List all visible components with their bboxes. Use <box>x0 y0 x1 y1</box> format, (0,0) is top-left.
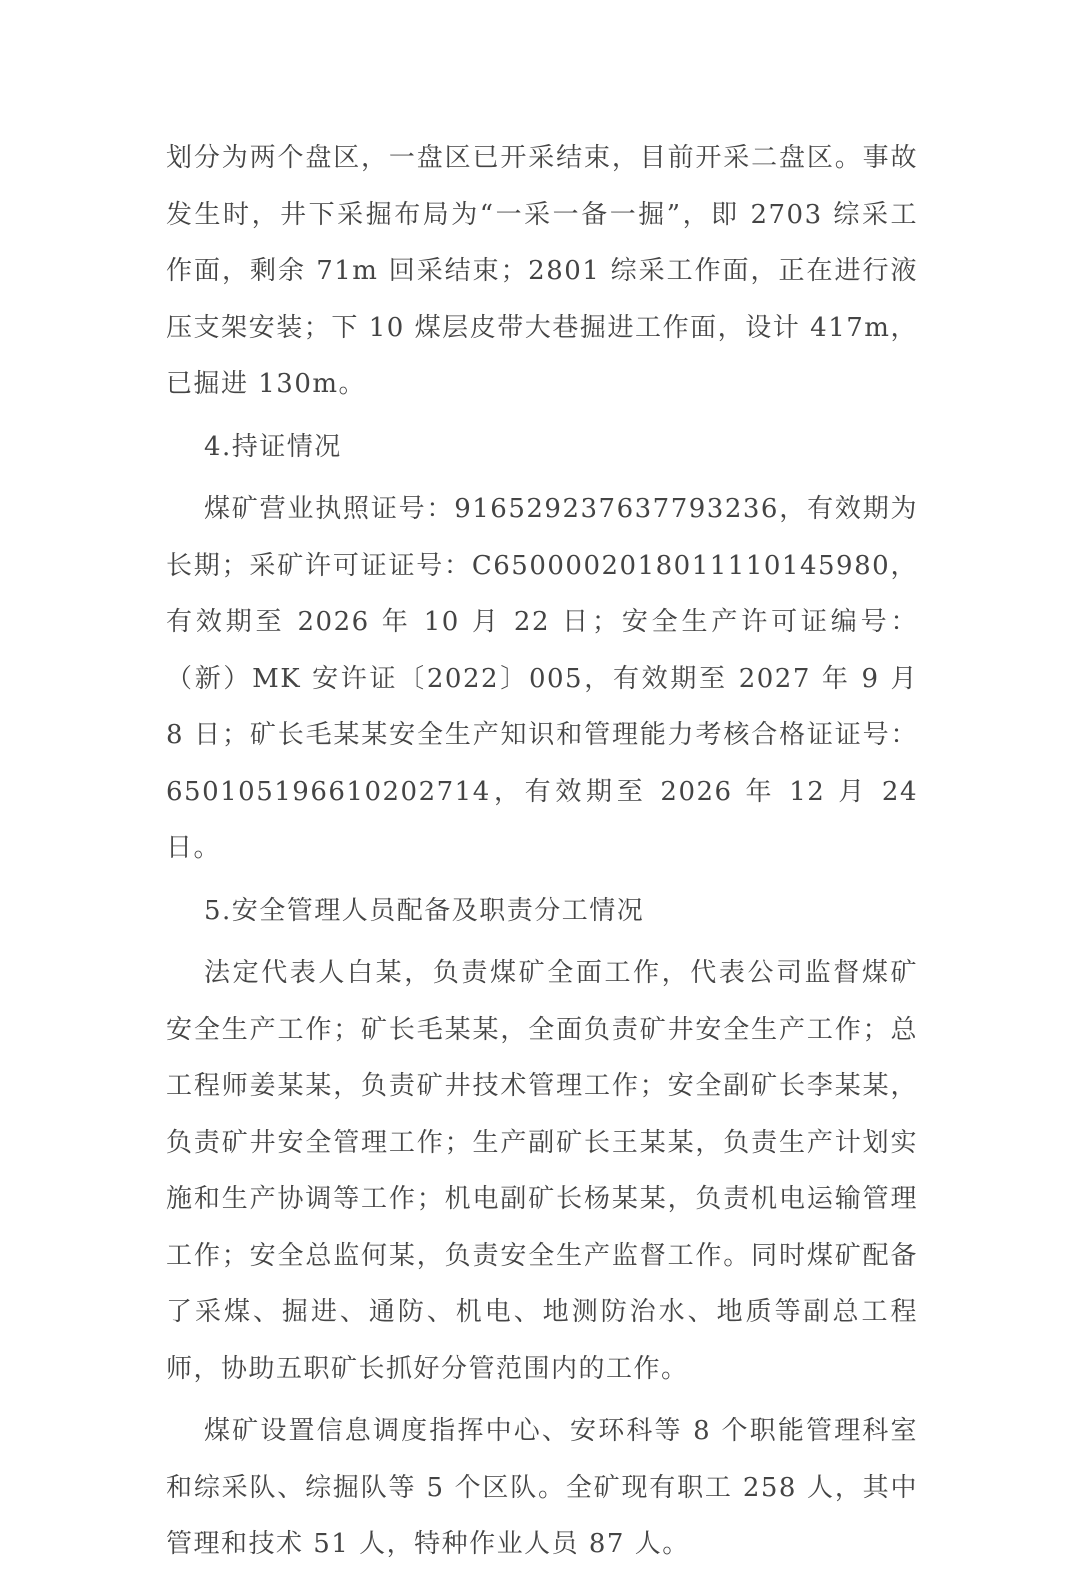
heading-certificates: 4.持证情况 <box>204 431 342 462</box>
paragraph-safety-personnel: 法定代表人白某，负责煤矿全面工作，代表公司监督煤矿安全生产工作；矿长毛某某，全面负责矿井安全生产工作；总工程师姜某某，负责矿井技术管理工作；安全副矿长李某某，负责矿井安全管理工作；生产副矿长王某某，负责生产计划实施和生产协调等工作；机电副矿长杨某某，负责机电运输管理工作；安全总监何某，负责安全生产监督工作。同时煤矿配备了采煤、掘进、通防、机电、地测防治水、地质等副总工程师，协助五职矿长抓好分管范围内的工作。 <box>166 958 918 1384</box>
paragraph-departments-staff: 煤矿设置信息调度指挥中心、安环科等 8 个职能管理科室和综采队、综掘队等 5 个区队。全矿现有职工 258 人，其中管理和技术 51 人，特种作业人员 87 人。 <box>166 1416 918 1559</box>
heading-safety-personnel: 5.安全管理人员配备及职责分工情况 <box>204 895 645 926</box>
document-body <box>166 130 918 1579</box>
paragraph-certificates: 煤矿营业执照证号：916529237637793236，有效期为长期；采矿许可证证号：C6500002018011110145980，有效期至 2026 年 10 月 22 日；安全生产许可证编号：（新）MK 安许证〔2022〕005，有效期至 2027 年 9 月 8 日；矿长毛某某安全生产知识和管理能力考核合格证证号：650105196610202714，有效期至 2026 年 12 月 24 日。 <box>166 494 918 863</box>
paragraph-mining-layout: 划分为两个盘区，一盘区已开采结束，目前开采二盘区。事故发生时，井下采掘布局为“一采一备一掘”，即 2703 综采工作面，剩余 71m 回采结束；2801 综采工作面，正在进行液压支架安装；下 10 煤层皮带大巷掘进工作面，设计 417m，已掘进 130m。 <box>166 143 918 399</box>
